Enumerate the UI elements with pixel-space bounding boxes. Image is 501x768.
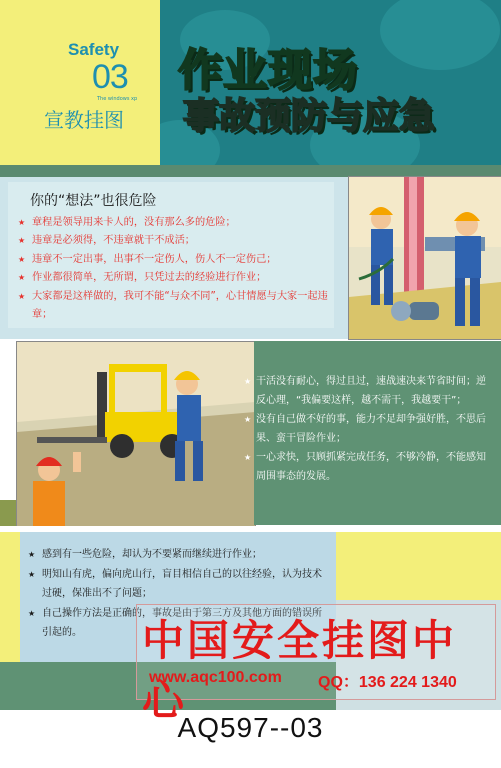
poster-number: 03 <box>92 58 128 96</box>
list-item: ★ 自己操作方法是正确的，事故是由于第三方及其他方面的错误所引起的。 <box>28 604 328 643</box>
list-item: ★ 干活没有耐心，得过且过，速战速决来节省时间；逆反心理，“我偏要这样，越不需干，我越要干”； <box>244 372 494 410</box>
list-item: ★ 明知山有虎，偏向虎山行，盲目相信自己的以往经验，认为技术过硬，保准出不了问题； <box>28 565 328 604</box>
list-item: ★ 感到有一些危险，却认为不要紧而继续进行作业； <box>28 545 328 565</box>
title-line-1: 作业现场 <box>178 45 358 96</box>
list-item: ★ 作业都很简单，无所谓，只凭过去的经验进行作业； <box>18 269 330 287</box>
section2-list <box>244 372 494 486</box>
list-item: ★ 违章是必须得，不违章就干不成活； <box>18 232 330 250</box>
section1-title: 你的“想法”也很危险 <box>30 193 157 209</box>
olive-accent <box>0 500 16 526</box>
watermark-qq: QQ：136 224 1340 <box>318 674 457 691</box>
poster-subtitle: 宣教挂图 <box>44 108 124 132</box>
title-line-2: 事故预防与应急 <box>183 96 436 137</box>
tiny-caption: The windows xp <box>97 96 138 102</box>
list-item: ★ 一心求快，只顾抓紧完成任务，不够冷静，不能感知周围事态的发展。 <box>244 448 494 486</box>
watermark-website: www.aqc100.com <box>149 669 282 686</box>
forklift-illustration <box>16 341 256 527</box>
section1-list <box>18 214 330 324</box>
safety-label: Safety <box>68 40 120 59</box>
watermark-title: 中国安全挂图中心 <box>142 616 458 725</box>
list-item: ★ 大家都是这样做的，我可不能“与众不同”，心甘情愿与大家一起违章； <box>18 288 330 325</box>
header-yellow-panel <box>0 0 160 165</box>
yellow-accent-left <box>0 532 20 662</box>
list-item: ★ 章程是领导用来卡人的，没有那么多的危险； <box>18 214 330 232</box>
product-code: AQ597--03 <box>177 712 324 743</box>
list-item: ★ 没有自己做不好的事，能力不足却争强好胜，不思后果、蛮干冒险作业； <box>244 410 494 448</box>
worker-pipe-illustration <box>348 176 501 340</box>
list-item: ★ 违章不一定出事，出事不一定伤人，伤人不一定伤己； <box>18 251 330 269</box>
